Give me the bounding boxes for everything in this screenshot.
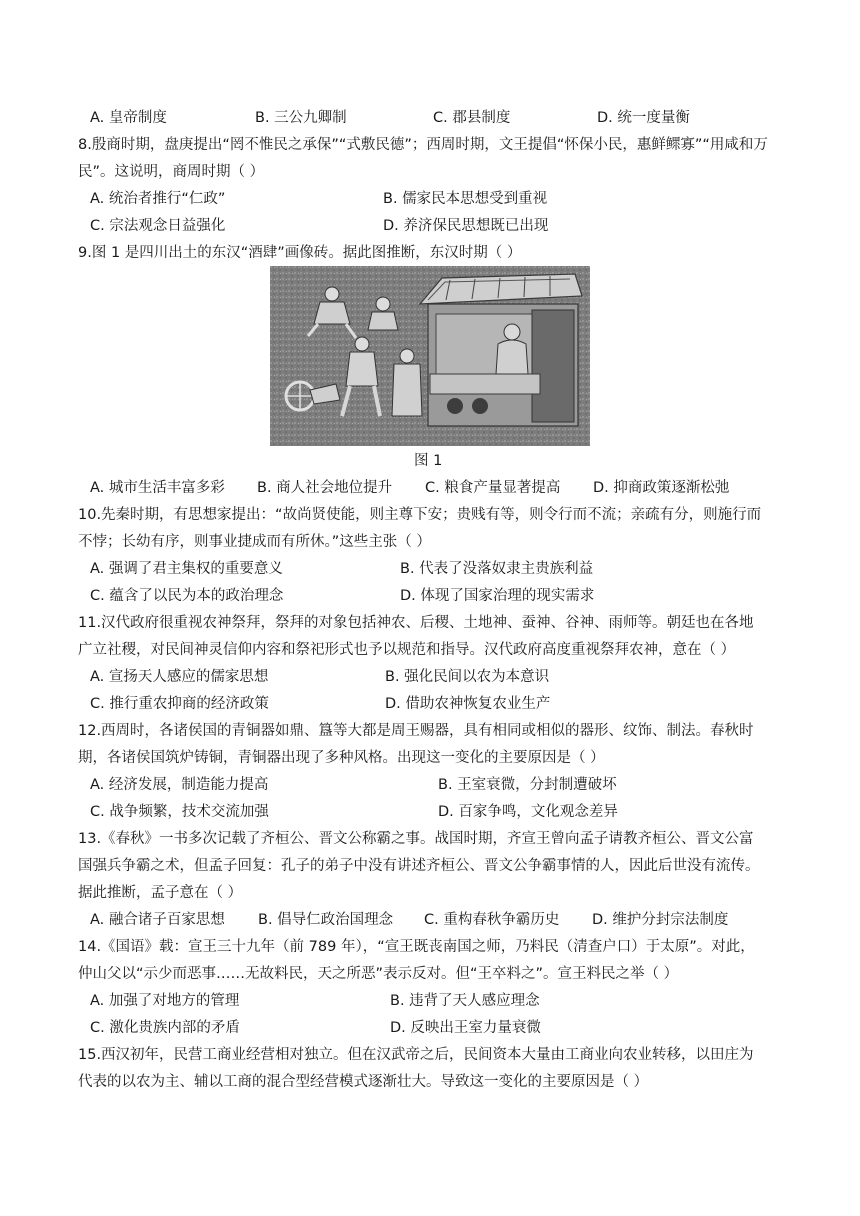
q13-stem-line3: 据此推断，孟子意在（ ） <box>78 885 243 901</box>
q15-stem-line1: 15.西汉初年，民营工商业经营相对独立。但在汉武帝之后，民间资本大量由工商业向农业转移，以田庄为 <box>78 1047 754 1063</box>
q10-option-a: A. 强调了君主集权的重要意义 <box>90 561 283 577</box>
q9-option-b: B. 商人社会地位提升 <box>257 480 393 496</box>
wine-shop-brick-image <box>270 266 590 446</box>
q12-option-c: C. 战争频繁，技术交流加强 <box>90 804 269 820</box>
q12-option-a: A. 经济发展，制造能力提高 <box>90 777 269 793</box>
q12-stem-line1: 12.西周时，各诸侯国的青铜器如鼎、簋等大都是周王赐器，具有相同或相似的器形、纹饰、制法。春秋时 <box>78 723 754 739</box>
q11-option-b: B. 强化民间以农为本意识 <box>385 669 550 685</box>
q9-option-c: C. 粮食产量显著提高 <box>425 480 561 496</box>
q9-option-a: A. 城市生活丰富多彩 <box>90 480 225 496</box>
q13-option-c: C. 重构春秋争霸历史 <box>424 912 560 928</box>
q8-option-a: A. 统治者推行“仁政” <box>90 191 226 207</box>
q12-option-b: B. 王室衰微，分封制遭破坏 <box>438 777 617 793</box>
q10-stem-line1: 10.先秦时期，有思想家提出：“故尚贤使能，则主尊下安；贵贱有等，则令行而不流；亲疏有分，则施行而 <box>78 507 762 523</box>
q14-option-b: B. 违背了天人感应理念 <box>390 993 540 1009</box>
q14-option-a: A. 加强了对地方的管理 <box>90 993 240 1009</box>
q8-option-d: D. 养济保民思想既已出现 <box>383 218 549 234</box>
q9-option-d: D. 抑商政策逐渐松弛 <box>593 480 730 496</box>
q8-stem-line1: 8.殷商时期，盘庚提出“罔不惟民之承保”“式敷民德”；西周时期，文王提倡“怀保小民，惠鲜鳏寡”“用咸和万 <box>78 137 768 153</box>
q13-option-a: A. 融合诸子百家思想 <box>90 912 225 928</box>
q11-option-d: D. 借助农神恢复农业生产 <box>385 696 551 712</box>
q12-stem-line2: 期，各诸侯国筑炉铸铜，青铜器出现了多种风格。出现这一变化的主要原因是（ ） <box>78 750 605 766</box>
q15-stem-line2: 代表的以农为主、辅以工商的混合型经营模式逐渐壮大。导致这一变化的主要原因是（ ） <box>78 1074 649 1090</box>
q14-option-d: D. 反映出王室力量衰微 <box>390 1020 541 1036</box>
q10-option-c: C. 蕴含了以民为本的政治理念 <box>90 588 284 604</box>
q11-stem-line1: 11.汉代政府很重视农神祭拜，祭拜的对象包括神农、后稷、土地神、蚕神、谷神、雨师等。朝廷也在各地 <box>78 615 754 631</box>
q8-stem-line2: 民”。这说明，商周时期（ ） <box>78 164 265 180</box>
q14-stem-line2: 仲山父以“示少而恶事……无故料民，天之所恶”表示反对。但“王卒料之”。宣王料民之举（ ） <box>78 966 679 982</box>
q12-option-d: D. 百家争鸣，文化观念差异 <box>438 804 618 820</box>
q13-stem-line1: 13.《春秋》一书多次记载了齐桓公、晋文公称霸之事。战国时期，齐宣王曾向孟子请教齐桓公、晋文公富 <box>78 831 754 847</box>
q11-stem-line2: 广立社稷，对民间神灵信仰内容和祭祀形式也予以规范和指导。汉代政府高度重视祭拜农神，意在（ ） <box>78 642 736 658</box>
figure-caption: 图 1 <box>414 453 443 469</box>
q14-stem-line1: 14.《国语》载：宣王三十九年（前 789 年），“宣王既丧南国之师，乃料民（清查户口）于太原”。对此， <box>78 939 755 955</box>
q10-stem-line2: 不悖；长幼有序，则事业捷成而有所休。”这些主张（ ） <box>78 534 431 550</box>
q7-option-b: B. 三公九卿制 <box>255 110 347 126</box>
q11-option-a: A. 宣扬天人感应的儒家思想 <box>90 669 269 685</box>
q10-option-b: B. 代表了没落奴隶主贵族利益 <box>400 561 594 577</box>
q13-stem-line2: 国强兵争霸之术，但孟子回复：孔子的弟子中没有讲述齐桓公、晋文公争霸事情的人，因此后世没有流传。 <box>78 858 760 874</box>
q10-option-d: D. 体现了国家治理的现实需求 <box>400 588 595 604</box>
q13-option-b: B. 倡导仁政治国理念 <box>258 912 394 928</box>
q8-option-c: C. 宗法观念日益强化 <box>90 218 226 234</box>
q8-option-b: B. 儒家民本思想受到重视 <box>383 191 548 207</box>
q13-option-d: D. 维护分封宗法制度 <box>592 912 729 928</box>
q14-option-c: C. 激化贵族内部的矛盾 <box>90 1020 240 1036</box>
q7-option-c: C. 郡县制度 <box>433 110 511 126</box>
q7-option-d: D. 统一度量衡 <box>597 110 690 126</box>
q9-stem-line1: 9.图 1 是四川出土的东汉“酒肆”画像砖。据此图推断，东汉时期（ ） <box>78 245 522 261</box>
q7-option-a: A. 皇帝制度 <box>90 110 167 126</box>
q11-option-c: C. 推行重农抑商的经济政策 <box>90 696 269 712</box>
